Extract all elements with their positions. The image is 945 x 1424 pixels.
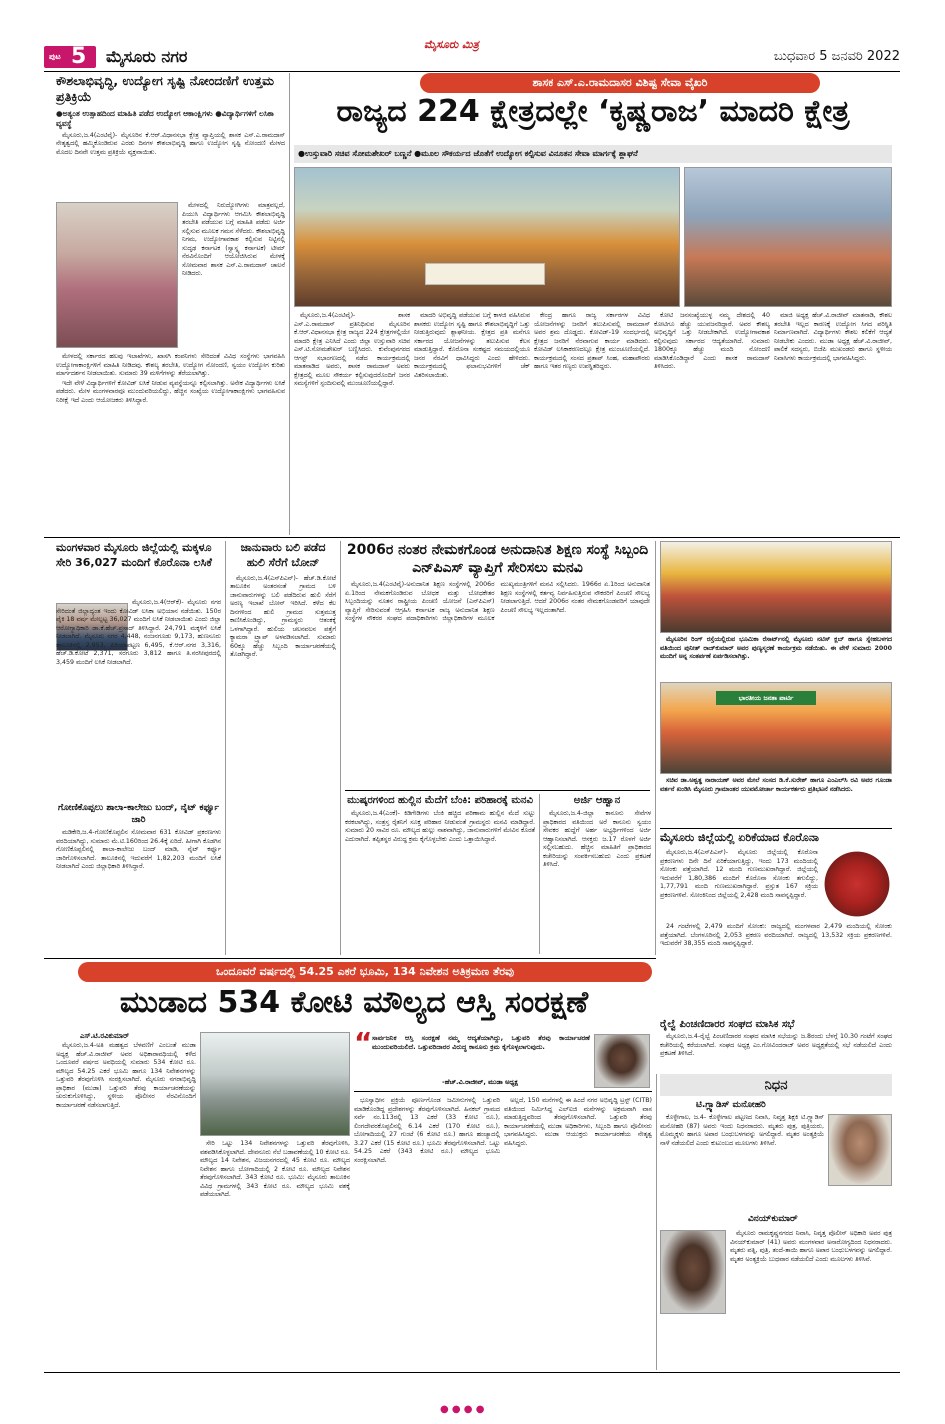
haystack-body <box>345 810 535 930</box>
railway-body <box>660 1033 892 1069</box>
muda-para-1: ಮೈಸೂರು,ಜ.4-ಅತಿ ಮಹತ್ವದ ಬೆಳವಣಿಗೆ ಎಂಬಂತೆ ಮುಡಾ ಅಧ್ಯಕ್ಷ ಹೆಚ್.ವಿ.ರಾಜೀವ್ ಅವರ ಅಧಿಕಾರಾವಧಿಯಲ್ಲಿ ಕಳೆದ ಒಂದೂವರೆ ವರ್ಷದ ಅವಧಿಯಲ್ಲಿ ಸುಮಾರು 534 ಕೋಟಿ ರೂ. ಮೌಲ್ಯದ 54.25 ಎಕರೆ ಭೂಮಿ ಹಾಗೂ 134 ನಿವೇಶನಗಳನ್ನು ಒತ್ತುವರಿ ತೆರವುಗೊಳಿಸಿ ಸಂರಕ್ಷಿಸಲಾಗಿದೆ. ಮೈಸೂರು ನಗರಾಭಿವೃದ್ಧಿ ಪ್ರಾಧಿಕಾರ (ಮುಡಾ) ಒತ್ತುವರಿ ತೆರವು ಕಾರ್ಯಾಚರಣೆಯನ್ನು ಚುರುಕುಗೊಳಿಸಿದ್ದು, ಸ್ಥಳೀಯ ಪೊಲೀಸರ ನೆರವಿನೊಂದಿಗೆ ಕಾರ್ಯಾಚರಣೆ ನಡೆಸಲಾಗುತ್ತಿದೆ. <box>56 1042 196 1109</box>
section-title: ಮೈಸೂರು ನಗರ <box>106 47 188 66</box>
corona-district-body <box>660 849 818 921</box>
application-headline: ಅರ್ಜಿ ಆಹ್ವಾನ <box>573 795 621 806</box>
railway-article <box>660 1018 892 1072</box>
protest-caption <box>660 777 892 825</box>
col-divider-1 <box>289 73 290 535</box>
haystack-para: ಮೈಸೂರು,ಜ.4(ಎಂಕೆ)- ಕಿಡಿಗೇಡಿಗಳು ಬೆಂಕಿ ಹಚ್ಚಿದ ಪರಿಣಾಮ ಹುಲ್ಲಿನ ಮೆದೆ ಸುಟ್ಟು ಕರಕಲಾಗಿದ್ದು, ಸಂತ್ರಸ್ತ ರೈತನಿಗೆ ಸೂಕ್ತ ಪರಿಹಾರ ನೀಡುವಂತೆ ಗ್ರಾಮಸ್ಥರು ಮನವಿ ಮಾಡಿದ್ದಾರೆ. ಸುಮಾರು 20 ಸಾವಿರ ರೂ. ಮೌಲ್ಯದ ಹುಲ್ಲು ನಾಶವಾಗಿದ್ದು, ಜಾನುವಾರುಗಳಿಗೆ ಮೇವಿನ ಕೊರತೆ ಎದುರಾಗಿದೆ. ತಪ್ಪಿತಸ್ಥರ ವಿರುದ್ಧ ಕ್ರಮ ಕೈಗೊಳ್ಳಬೇಕು ಎಂದು ಒತ್ತಾಯಿಸಿದ್ದಾರೆ. <box>345 810 535 843</box>
muda-col-1 <box>56 1042 196 1368</box>
col-divider-3 <box>340 541 341 955</box>
party-banner: ಭಾರತೀಯ ಜನತಾ ಪಾರ್ಟಿ <box>716 691 816 705</box>
col-divider-4 <box>539 794 540 954</box>
page-number-box <box>44 46 96 68</box>
lead-para-3: ಕೇಂದ್ರ ಹಾಗೂ ರಾಜ್ಯ ಸರ್ಕಾರಗಳ ವಿವಿಧ ಯೋಜನೆಗಳನ್ನು ಜನರಿಗೆ ತಲುಪಿಸುವಲ್ಲಿ ರಾಮದಾಸ್ ಅವರ ಶ್ರಮ ದೊಡ್ಡದು. ಕೋವಿಡ್-19 ಸಂದರ್ಭದಲ್ಲಿ ಕ್ಷೇತ್ರದ ಜನರಿಗೆ ನೆರವಾಗುವ ಕಾರ್ಯ ಮಾಡಿದರು. ಕೋವಿಡ್ ಲಸಿಕಾಕರಣದಲ್ಲೂ ಕ್ಷೇತ್ರ ಮುಂಚೂಣಿಯಲ್ಲಿದೆ. ಕಾರ್ಯಕ್ರಮದಲ್ಲಿ ಸಂಸದ ಪ್ರತಾಪ್ ಸಿಂಹ, ಮಹಾಪೌರರು ಹಾಗೂ ಇತರ ಗಣ್ಯರು ಉಪಸ್ಥಿತರಿದ್ದರು. <box>534 312 650 370</box>
skills-body <box>56 353 285 533</box>
skills-side-text <box>182 202 285 348</box>
photo-caption-rule <box>660 828 892 829</box>
vaccine-para: ಮೈಸೂರು,ಜ.4(ಆರ್‌ಕೆ)- ಮೈಸೂರು ನಗರ ಸೇರಿದಂತೆ ಜಿಲ್ಲಾದ್ಯಂತ ಇಂದು ಕೋವಿಡ್ ಲಸಿಕಾ ಅಭಿಯಾನ ನಡೆಯಿತು. 150ರ ಪೈಕಿ 18 ವರ್ಷ ಮೇಲ್ಪಟ್ಟ 36,027 ಮಂದಿಗೆ ಲಸಿಕೆ ನೀಡಲಾಯಿತು ಎಂದು ಜಿಲ್ಲಾ ಆರೋಗ್ಯಾಧಿಕಾರಿ ಡಾ.ಕೆ.ಹೆಚ್.ಪ್ರಸಾದ್ ತಿಳಿಸಿದ್ದಾರೆ. 24,791 ಮಕ್ಕಳಿಗೆ ಲಸಿಕೆ ನೀಡಲಾಗಿದೆ. ಮೈಸೂರು ನಗರ 4,448, ನಂಜನಗೂಡು 9,173, ಹುಣಸೂರು ತಾಲೂಕಿನಲ್ಲಿ 2,953, ಪಿರಿಯಾಪಟ್ಟಣ 6,495, ಕೆ.ಆರ್.ನಗರ 3,316, ಹೆಚ್.ಡಿ.ಕೋಟೆ 2,371, ಸರಗೂರು 3,812 ಹಾಗೂ ತಿ.ನರಸೀಪುರದಲ್ಲಿ 3,459 ಮಂದಿಗೆ ಲಸಿಕೆ ನೀಡಲಾಗಿದೆ. <box>56 599 221 666</box>
cheque-ceremony-photo <box>294 167 680 307</box>
railway-para: ಮೈಸೂರು,ಜ.4-ರೈಲ್ವೆ ಪಿಂಚಣಿದಾರರ ಸಂಘದ ಮಾಸಿಕ ಸಭೆಯನ್ನು ಜ.8ರಂದು ಬೆಳಗ್ಗೆ 10.30 ಗಂಟೆಗೆ ಸಂಘದ ಕಚೇರಿಯಲ್ಲಿ ಕರೆಯಲಾಗಿದೆ. ಸಂಘದ ಅಧ್ಯಕ್ಷ ಎಂ.ಗೋವಿಂದರಾಜ್ ಅವರ ಅಧ್ಯಕ್ಷತೆಯಲ್ಲಿ ಸಭೆ ನಡೆಯಲಿದೆ ಎಂದು ಪ್ರಕಟಣೆ ತಿಳಿಸಿದೆ. <box>660 1033 892 1057</box>
protest-caption-text: ಸಚಿವ ಡಾ.ಅಶ್ವತ್ಥ ನಾರಾಯಣ್ ಅವರ ಮೇಲೆ ಸಂಸದ ಡಿ.ಕೆ.ಸುರೇಶ್ ಹಾಗೂ ಎಂಎಲ್‌ಸಿ ರವಿ ಅವರ ಗೂಂಡಾ ವರ್ತನೆ ಖಂಡಿಸಿ ಮೈಸೂರು ಗ್ರಾಮಾಂತರ ಯುವಮೋರ್ಚಾ ಕಾರ್ಯಕರ್ತರು ಪ್ರತಿಭಟನೆ ನಡೆಸಿದರು. <box>660 777 892 793</box>
obit-photo-2 <box>660 1230 726 1314</box>
obit-photo-1 <box>828 1114 892 1186</box>
muda-kicker: ಒಂದೂವರೆ ವರ್ಷದಲ್ಲಿ 54.25 ಎಕರೆ ಭೂಮಿ, 134 ನಿವೇಶನ ಅತಿಕ್ರಮಣ ತೆರವು <box>216 965 514 978</box>
students-photo <box>56 202 178 348</box>
lead-col-1 <box>294 312 410 534</box>
vaccine-headline: ಮಂಗಳವಾರ ಮೈಸೂರು ಜಿಲ್ಲೆಯಲ್ಲಿ ಮಕ್ಕಳೂ ಸೇರಿ 36,027 ಮಂದಿಗೆ ಕೊರೊನಾ ಲಸಿಕೆ <box>56 541 212 569</box>
railway-headline: ರೈಲ್ವೆ ಪಿಂಚಣಿದಾರರ ಸಂಘದ ಮಾಸಿಕ ಸಭೆ <box>660 1019 795 1030</box>
masthead: ಮೈಸೂರು ಮಿತ್ರ <box>424 38 479 51</box>
skills-para-1: ಮೈಸೂರು,ಜ.4(ಎಂಟಿವೈ)- ಮೈಸೂರಿನ ಕೆ.ಆರ್.ವಿಧಾನಸಭಾ ಕ್ಷೇತ್ರ ವ್ಯಾಪ್ತಿಯಲ್ಲಿ ಶಾಸಕ ಎಸ್.ಎ.ರಾಮದಾಸ್ ನೇತೃತ್ವದಲ್ಲಿ ಹಮ್ಮಿಕೊಂಡಿರುವ ಎರಡು ದಿನಗಳ ಕೌಶಲಾಭಿವೃದ್ಧಿ ಹಾಗೂ ಉದ್ಯೋಗ ಸೃಷ್ಟಿ ನೋಂದಣಿ ಮೇಳದ ಮೊದಲ ದಿನವೇ ಉತ್ತಮ ಪ್ರತಿಕ್ರಿಯೆ ವ್ಯಕ್ತವಾಯಿತು. <box>56 131 285 156</box>
application-body <box>543 810 651 940</box>
corona-district-headline: ಮೈಸೂರು ಜಿಲ್ಲೆಯಲ್ಲಿ ಏರಿಕೆಯಾದ ಕೊರೊನಾ <box>660 831 819 844</box>
lead-kicker: ಶಾಸಕ ಎಸ್.ಎ.ರಾಮದಾಸರ ವಿಶಿಷ್ಟ ಸೇವಾ ವೈಖರಿ <box>532 76 708 89</box>
muda-headline: ಮುಡಾದ 534 ಕೋಟಿ ಮೌಲ್ಯದ ಆಸ್ತಿ ಸಂರಕ್ಷಣೆ <box>119 985 589 1020</box>
page-label: ಪುಟ <box>49 52 61 61</box>
bottom-rule <box>44 1372 900 1373</box>
muda-quote-box <box>354 1026 652 1092</box>
virus-icon <box>822 849 892 919</box>
col-divider-6 <box>656 1074 657 1370</box>
obit-body-2 <box>730 1230 892 1360</box>
obituary-heading: ನಿಧನ <box>764 1078 788 1093</box>
vaccine-body <box>56 599 221 799</box>
page-header <box>44 38 900 70</box>
lead-para-4: ಕೋಟಿ ಜನಸಂಖ್ಯೆಯುಳ್ಳ ನಮ್ಮ ದೇಶದಲ್ಲಿ 40 ಕೋಟಿಗೂ ಹೆಚ್ಚು ಯುವಜನರಿದ್ದಾರೆ. ಅವರ ಕೌಶಲ್ಯ ಅಭಿವೃದ್ಧಿಗೆ ಒತ್ತು ನೀಡಬೇಕಾಗಿದೆ. ಉದ್ಯೋಗಾವಕಾಶ ಕಲ್ಪಿಸುವುದು ಸರ್ಕಾರದ ಆದ್ಯತೆಯಾಗಿದೆ. ಸುಮಾರು 1800ಕ್ಕೂ ಹೆಚ್ಚು ಮಂದಿ ನೋಂದಣಿ ಮಾಡಿಸಿಕೊಂಡಿದ್ದಾರೆ ಎಂದು ಶಾಸಕ ರಾಮದಾಸ್ ತಿಳಿಸಿದರು. <box>654 312 770 370</box>
tribute-caption <box>660 636 892 678</box>
print-registration-marks: ● ● ● ● <box>440 1404 485 1415</box>
obituary-heading-bar <box>660 1074 892 1096</box>
application-article <box>543 794 651 954</box>
skills-bullets: ●ಅತ್ಯಂತ ಉತ್ಸಾಹದಿಂದ ಮಾಹಿತಿ ಪಡೆದ ಉದ್ಯೋಗ ಆಕಾಂಕ್ಷಿಗಳು ●ವಿದ್ಯಾರ್ಥಿಗಳಿಗೆ ಲಸಿಕಾ ವ್ಯವಸ್ಥೆ <box>56 108 274 128</box>
tiger-body <box>230 575 336 915</box>
tiger-headline: ಜಾನುವಾರು ಬಲಿ ಪಡೆದ ಹುಲಿ ಸೆರೆಗೆ ಬೋನ್ <box>240 541 326 569</box>
protest-photo <box>660 682 892 774</box>
col-divider-2 <box>225 541 226 955</box>
issue-date: ಬುಧವಾರ 5 ಜನವರಿ 2022 <box>773 49 900 64</box>
muda-col-4 <box>504 1097 652 1368</box>
skills-para-3: ಮೇಳದಲ್ಲಿ ಸರ್ಕಾರದ ಹಲವು ಇಲಾಖೆಗಳು, ಖಾಸಗಿ ಕಂಪನಿಗಳು ಸೇರಿದಂತೆ ವಿವಿಧ ಸಂಸ್ಥೆಗಳು ಭಾಗವಹಿಸಿ ಉದ್ಯೋಗಾಕಾಂಕ್ಷಿಗಳಿಗೆ ಮಾಹಿತಿ ನೀಡಿದವು. ಕೌಶಲ್ಯ ತರಬೇತಿ, ಉದ್ಯೋಗ ನೋಂದಣಿ, ಸ್ವಯಂ ಉದ್ಯೋಗ ಕುರಿತು ಮಾರ್ಗದರ್ಶನ ನೀಡಲಾಯಿತು. ಸುಮಾರು 39 ಮಳಿಗೆಗಳನ್ನು ತೆರೆಯಲಾಗಿತ್ತು. <box>56 353 285 377</box>
quote-mark-icon: “ <box>354 1026 373 1059</box>
muda-para-4: ಅಲ್ಲದೆ, 150 ಮನೆಗಳಲ್ಲಿ ಈ ಹಿಂದೆ ನಗರ ಅಭಿವೃದ್ಧಿ ಟ್ರಸ್ಟ್ (CITB) ವತಿಯಿಂದ ನಿರ್ಮಿಸಿದ್ದ ಎಲ್‌ಐಜಿ ಮನೆಗಳನ್ನು ಅಕ್ರಮವಾಗಿ ವಾಸ ಮಾಡುತ್ತಿದ್ದವರಿಂದ ತೆರವುಗೊಳಿಸಲಾಗಿದೆ. ಒತ್ತುವರಿ ತೆರವು ಕಾರ್ಯಾಚರಣೆಯಲ್ಲಿ ಮುಡಾ ಅಧಿಕಾರಿಗಳು, ಸಿಬ್ಬಂದಿ ಹಾಗೂ ಪೊಲೀಸರು ಭಾಗವಹಿಸಿದ್ದರು. ಮುಡಾ ಆಯುಕ್ತರು ಕಾರ್ಯಾಚರಣೆಯ ನೇತೃತ್ವ ವಹಿಸಿದ್ದರು. <box>504 1097 652 1147</box>
lead-strap-text: ●ಉಸ್ತುವಾರಿ ಸಚಿವ ಸೋಮಶೇಖರ್ ಬಣ್ಣನೆ ●ಮೂಲ ಸೌಕರ್ಯದ ಜೊತೆಗೆ ಉದ್ಯೋಗ ಕಲ್ಪಿಸುವ ವಿನೂತನ ಸೇವಾ ಮಾರ್ಗಕ್ಕೆ ಶ್ಲಾಘನೆ <box>298 149 638 158</box>
lead-strap <box>294 145 892 163</box>
tribute-photo <box>660 541 892 633</box>
muda-col-2 <box>200 1140 350 1368</box>
haystack-headline: ಮುಷ್ಕರಗಳಿಂದ ಹುಲ್ಲಿನ ಮೆದೆಗೆ ಬೆಂಕಿ: ಪರಿಹಾರಕ್ಕೆ ಮನವಿ <box>347 795 533 806</box>
page-number: 5 <box>71 44 87 69</box>
skills-para-2: ಮೇಳದಲ್ಲಿ ನಿರುದ್ಯೋಗಿಗಳು ಮಾತ್ರವಲ್ಲದೆ, ಪಿಯುಸಿ ವಿದ್ಯಾರ್ಥಿಗಳು ಆಗಮಿಸಿ ಕೌಶಲಾಭಿವೃದ್ಧಿ ತರಬೇತಿ ಪಡೆಯುವ ಬಗ್ಗೆ ಮಾಹಿತಿ ಪಡೆದು ಅರ್ಜಿ ಸಲ್ಲಿಸುವ ಮೂಲಕ ಗಮನ ಸೆಳೆದರು. ಕೌಶಲಾಭಿವೃದ್ಧಿ ನಿಗಮ, ಉದ್ಯೋಗಾವಕಾಶ ಕಲ್ಪಿಸುವ ನಿಟ್ಟಿನಲ್ಲಿ ಸುದೃಢ ಕರ್ನಾಟಕ (ಸ್ವಾಸ್ಥ್ಯ ಕರ್ನಾಟಕ) ಟೀಮ್ ನೆರವಿನೊಂದಿಗೆ ಆಯೋಜಿಸಿರುವ ಮೇಳಕ್ಕೆ ಸೋಮವಾರ ಶಾಸಕ ಎಸ್.ಎ.ರಾಮದಾಸ್ ಚಾಲನೆ ನೀಡಿದರು. <box>182 202 285 277</box>
tribute-caption-text: ಮೈಸೂರಿನ ರಿಂಗ್ ರಸ್ತೆಯಲ್ಲಿರುವ ಭೂಮಿಕಾ ರೆಸಾರ್ಟ್‌ನಲ್ಲಿ ಮೈಸೂರು ನಟಿಸ್ ಕ್ಲಬ್ ಹಾಗೂ ಸ್ನೇಹಬಳಗದ ವತಿಯಿಂದ ಪುನೀತ್ ರಾಜ್‌ಕುಮಾರ್ ಅವರ ಪುಣ್ಯಸ್ಮರಣೆ ಕಾರ್ಯಕ್ರಮ ನಡೆಯಿತು. ಈ ವೇಳೆ ಸುಮಾರು 2000 ಮಂದಿಗೆ ಅನ್ನ ಸಂತರ್ಪಣೆ ಏರ್ಪಡಿಸಲಾಗಿತ್ತು. <box>660 636 892 660</box>
lead-col-3 <box>534 312 650 534</box>
muda-para-3: ಭೂಸ್ವಾಧೀನ ಪ್ರಕ್ರಿಯೆ ಪೂರ್ಣಗೊಂಡ ಜಮೀನುಗಳಲ್ಲಿ ಒತ್ತುವರಿ ಮಾಡಿಕೊಂಡಿದ್ದ ಪ್ರದೇಶಗಳನ್ನು ತೆರವುಗೊಳಿಸಲಾಗಿದೆ. ಹಿನಕಲ್ ಗ್ರಾಮದ ಸರ್ವೆ ನಂ.113ರಲ್ಲಿ 13 ಎಕರೆ (33 ಕೋಟಿ ರೂ.), ಲಿಂಗದೇವರಕೊಪ್ಪಲಿನಲ್ಲಿ 6.14 ಎಕರೆ (170 ಕೋಟಿ ರೂ.), ಬೋಗಾದಿಯಲ್ಲಿ 27 ಗುಂಟೆ (6 ಕೋಟಿ ರೂ.) ಹಾಗೂ ಹಂಚ್ಯಾದಲ್ಲಿ 3.27 ಎಕರೆ (15 ಕೋಟಿ ರೂ.) ಭೂಮಿ ತೆರವುಗೊಳಿಸಲಾಗಿದೆ. ಒಟ್ಟು 54.25 ಎಕರೆ (343 ಕೋಟಿ ರೂ.) ಮೌಲ್ಯದ ಭೂಮಿ ಸಂರಕ್ಷಿಸಲಾಗಿದೆ. <box>354 1097 500 1164</box>
skills-article <box>56 73 285 533</box>
vaccine-article <box>56 541 221 799</box>
school-body <box>56 829 221 951</box>
obit-name-1: ಟಿ.ಗ್ಲ್ಯಾಡಿಸ್ ಮನೋಹರಿ <box>696 1100 766 1110</box>
pension-rule <box>345 790 650 791</box>
muda-kicker-bar <box>78 962 652 982</box>
corona-district-para: ಮೈಸೂರು,ಜ.4(ಎಸ್‌ಪಿಎನ್)- ಮೈಸೂರು ಜಿಲ್ಲೆಯಲ್ಲಿ ಕೊರೊನಾ ಪ್ರಕರಣಗಳು ದಿನೇ ದಿನೆ ಏರಿಕೆಯಾಗುತ್ತಿದ್ದು, ಇಂದು 173 ಮಂದಿಯಲ್ಲಿ ಸೋಂಕು ಪತ್ತೆಯಾಗಿದೆ. 12 ಮಂದಿ ಗುಣಮುಖರಾಗಿದ್ದಾರೆ. ಜಿಲ್ಲೆಯಲ್ಲಿ ಇದುವರೆಗೆ 1,80,386 ಮಂದಿಗೆ ಕೊರೊನಾ ಸೋಂಕು ತಗುಲಿದ್ದು, 1,77,791 ಮಂದಿ ಗುಣಮುಖರಾಗಿದ್ದಾರೆ. ಪ್ರಸ್ತುತ 167 ಸಕ್ರಿಯ ಪ್ರಕರಣಗಳಿವೆ. ಸೋಂಕಿನಿಂದ ಜಿಲ್ಲೆಯಲ್ಲಿ 2,428 ಮಂದಿ ಸಾವನ್ನಪ್ಪಿದ್ದಾರೆ. <box>660 849 818 899</box>
corona-state-stats <box>660 923 892 1015</box>
header-rule <box>44 71 900 72</box>
lead-kicker-bar <box>420 73 820 93</box>
lead-para-2: ಮಾದರಿ ಅಭಿವೃದ್ಧಿ ಪಡೆಯುವ ಬಗ್ಗೆ ಕಾಳಜಿ ವಹಿಸಿರುವ ಶಾಸಕರು ಉದ್ಯೋಗ ಸೃಷ್ಟಿ ಹಾಗೂ ಕೌಶಲಾಭಿವೃದ್ಧಿಗೆ ಒತ್ತು ನೀಡುತ್ತಿರುವುದು ಶ್ಲಾಘನೀಯ. ಕ್ಷೇತ್ರದ ಪ್ರತಿ ಮನೆಗೂ ಸರ್ಕಾರದ ಯೋಜನೆಗಳನ್ನು ತಲುಪಿಸುವ ಕೆಲಸ ಮಾಡುತ್ತಿದ್ದಾರೆ. ಕೊರೊನಾ ಸಂಕಷ್ಟದ ಸಮಯದಲ್ಲಿಯೂ ಜನರ ನೆರವಿಗೆ ಧಾವಿಸಿದ್ದರು ಎಂದು ಹೇಳಿದರು. ಕಾರ್ಯಕ್ರಮದಲ್ಲಿ ಫಲಾನುಭವಿಗಳಿಗೆ ಚೆಕ್ ವಿತರಿಸಲಾಯಿತು. <box>414 312 530 379</box>
obit-name-2: ವಿನಯ್‌ಕುಮಾರ್ <box>748 1214 798 1224</box>
school-para: ಮಡಿಕೇರಿ,ಜ.4-ಗೋಣಿಕೊಪ್ಪಲಿನ ಸೋಮವಾರ 631 ಕೋವಿಡ್ ಪ್ರಕರಣಗಳು ವರದಿಯಾಗಿದ್ದು, ಸುಮಾರು ಮೆ.ಟಿ.160ರಿಂದ 26.4ಕ್ಕೆ ಏರಿದೆ. ಹೀಗಾಗಿ ಕೊಡಗಿನ ಗೋಣಿಕೊಪ್ಪಲಿನಲ್ಲಿ ಶಾಲಾ-ಕಾಲೇಜು ಬಂದ್ ಮಾಡಿ, ನೈಟ್ ಕರ್ಫ್ಯೂ ಜಾರಿಗೊಳಿಸಲಾಗಿದೆ. ತಾಲೂಕಿನಲ್ಲಿ ಇದುವರೆಗೆ 1,82,203 ಮಂದಿಗೆ ಲಸಿಕೆ ನೀಡಲಾಗಿದೆ ಎಂದು ಜಿಲ್ಲಾಧಿಕಾರಿ ತಿಳಿಸಿದ್ದಾರೆ. <box>56 829 221 871</box>
tiger-article <box>230 541 336 953</box>
job-fair-photo <box>684 167 892 307</box>
corona-stats-para: 24 ಗಂಟೆಗಳಲ್ಲಿ 2,479 ಮಂದಿಗೆ ಸೋಂಕು: ರಾಜ್ಯದಲ್ಲಿ ಮಂಗಳವಾರ 2,479 ಮಂದಿಯಲ್ಲಿ ಸೋಂಕು ಪತ್ತೆಯಾಗಿದೆ. ಬೆಂಗಳೂರಿನಲ್ಲಿ 2,053 ಪ್ರಕರಣ ವರದಿಯಾಗಿದೆ. ರಾಜ್ಯದಲ್ಲಿ 13,532 ಸಕ್ರಿಯ ಪ್ರಕರಣಗಳಿವೆ. ಇದುವರೆಗೆ 38,355 ಮಂದಿ ಸಾವನ್ನಪ್ಪಿದ್ದಾರೆ. <box>660 923 892 947</box>
muda-col-3 <box>354 1097 500 1368</box>
lead-col-4 <box>654 312 770 534</box>
obit-para-2: ಮೈಸೂರು ರಾಮಕೃಷ್ಣನಗರದ ನಿವಾಸಿ, ನಿವೃತ್ತ ಪೊಲೀಸ್ ಅಧಿಕಾರಿ ಅವರ ಪುತ್ರ ವಿನಯ್‌ಕುಮಾರ್ (41) ಅವರು ಮಂಗಳವಾರ ಅನಾರೋಗ್ಯದಿಂದ ನಿಧನರಾದರು. ಮೃತರು ಪತ್ನಿ, ಪುತ್ರಿ, ತಂದೆ-ತಾಯಿ ಹಾಗೂ ಅಪಾರ ಬಂಧುಬಳಗವನ್ನು ಅಗಲಿದ್ದಾರೆ. ಮೃತರ ಅಂತ್ಯಕ್ರಿಯೆ ಬುಧವಾರ ನಡೆಯಲಿದೆ ಎಂದು ಮೂಲಗಳು ತಿಳಿಸಿವೆ. <box>730 1230 892 1263</box>
school-headline: ಗೋಣಿಕೊಪ್ಪಲು ಶಾಲಾ-ಕಾಲೇಜು ಬಂದ್, ನೈಟ್ ಕರ್ಫ್ಯೂ ಜಾರಿ <box>57 803 220 826</box>
cheque-board <box>425 263 545 285</box>
muda-para-2: ಸೇರಿ ಒಟ್ಟು 134 ನಿವೇಶನಗಳನ್ನು ಒತ್ತುವರಿ ತೆರವುಗೊಳಿಸಿ, ವಶಪಡಿಸಿಕೊಳ್ಳಲಾಗಿದೆ. ದೇವನೂರು ನೆಲೆ ಬಡಾವಣೆಯಲ್ಲಿ 10 ಕೋಟಿ ರೂ. ಮೌಲ್ಯದ 14 ನಿವೇಶನ, ವಿಜಯನಗರದಲ್ಲಿ 45 ಕೋಟಿ ರೂ. ಮೌಲ್ಯದ ನಿವೇಶನ ಹಾಗೂ ಬೋಗಾದಿಯಲ್ಲಿ 2 ಕೋಟಿ ರೂ. ಮೌಲ್ಯದ ನಿವೇಶನ ತೆರವುಗೊಳಿಸಲಾಗಿದೆ. 343 ಕೋಟಿ ರೂ. ಭೂಮಿ: ಮೈಸೂರು ತಾಲೂಕಿನ ವಿವಿಧ ಗ್ರಾಮಗಳಲ್ಲಿ 343 ಕೋಟಿ ರೂ. ಮೌಲ್ಯದ ಭೂಮಿ ವಶಕ್ಕೆ ಪಡೆಯಲಾಗಿದೆ. <box>200 1140 350 1198</box>
pension-headline: 2006ರ ನಂತರ ನೇಮಕಗೊಂಡ ಅನುದಾನಿತ ಶಿಕ್ಷಣ ಸಂಸ್ಥೆ ಸಿಬ್ಬಂದಿ ಎನ್‌ಪಿಎಸ್ ವ್ಯಾಪ್ತಿಗೆ ಸೇರಿಸಲು ಮನವಿ <box>346 542 649 577</box>
tiger-para: ಮೈಸೂರು,ಜ.4(ಎಸ್‌ಪಿಎನ್)- ಹೆಚ್.ಡಿ.ಕೋಟೆ ತಾಲೂಕಿನ ಅಂತರಸಂತೆ ಗ್ರಾಮದ ಬಳಿ ಜಾನುವಾರುಗಳನ್ನು ಬಲಿ ಪಡೆದಿರುವ ಹುಲಿ ಸೆರೆಗೆ ಅರಣ್ಯ ಇಲಾಖೆ ಬೋನ್ ಇರಿಸಿದೆ. ಕಳೆದ ಕೆಲ ದಿನಗಳಿಂದ ಹುಲಿ ಗ್ರಾಮದ ಸುತ್ತಮುತ್ತ ಕಾಣಿಸಿಕೊಂಡಿದ್ದು, ಗ್ರಾಮಸ್ಥರು ಆತಂಕಕ್ಕೆ ಒಳಗಾಗಿದ್ದಾರೆ. ಹುಲಿಯ ಚಲನವಲನ ಪತ್ತೆಗೆ ಕ್ಯಾಮರಾ ಟ್ರ್ಯಾಪ್ ಅಳವಡಿಸಲಾಗಿದೆ. ಸುಮಾರು 60ಕ್ಕೂ ಹೆಚ್ಚು ಸಿಬ್ಬಂದಿ ಕಾರ್ಯಾಚರಣೆಯಲ್ಲಿ ತೊಡಗಿದ್ದಾರೆ. <box>230 574 336 659</box>
col-divider-5 <box>655 541 656 955</box>
lead-col-2 <box>414 312 530 534</box>
skills-para-4: ಇದೇ ವೇಳೆ ವಿದ್ಯಾರ್ಥಿಗಳಿಗೆ ಕೋವಿಡ್ ಲಸಿಕೆ ನೀಡುವ ವ್ಯವಸ್ಥೆಯನ್ನೂ ಕಲ್ಪಿಸಲಾಗಿತ್ತು. ಅನೇಕ ವಿದ್ಯಾರ್ಥಿಗಳು ಲಸಿಕೆ ಪಡೆದರು. ಮೇಳ ಮಂಗಳವಾರವೂ ಮುಂದುವರಿಯಲಿದ್ದು, ಹೆಚ್ಚಿನ ಸಂಖ್ಯೆಯ ಉದ್ಯೋಗಾಕಾಂಕ್ಷಿಗಳು ಭಾಗವಹಿಸುವ ನಿರೀಕ್ಷೆ ಇದೆ ಎಂದು ಆಯೋಜಕರು ತಿಳಿಸಿದ್ದಾರೆ. <box>56 379 285 404</box>
chairman-photo <box>594 1034 650 1088</box>
pension-body <box>345 581 650 777</box>
lead-para-5: ಮಾಜಿ ಅಧ್ಯಕ್ಷ ಹೆಚ್.ವಿ.ರಾಜೀವ್ ಮಾತನಾಡಿ, ಕೌಶಲ ತರಬೇತಿ ಇಲ್ಲದ ಕಾರಣಕ್ಕೆ ಉದ್ಯೋಗ ಸಿಗದ ಪರಿಸ್ಥಿತಿ ನಿರ್ಮಾಣವಾಗಿದೆ. ವಿದ್ಯಾರ್ಥಿಗಳು ಕೌಶಲ ಕಲಿಕೆಗೆ ಆದ್ಯತೆ ನೀಡಬೇಕು ಎಂದರು. ಮುಡಾ ಅಧ್ಯಕ್ಷ ಹೆಚ್.ವಿ.ರಾಜೀವ್, ಪಾಲಿಕೆ ಸದಸ್ಯರು, ಬಿಜೆಪಿ ಮುಖಂಡರು ಹಾಗೂ ಸ್ಥಳೀಯ ನಿವಾಸಿಗಳು ಕಾರ್ಯಕ್ರಮದಲ್ಲಿ ಭಾಗವಹಿಸಿದ್ದರು. <box>774 312 892 362</box>
pension-para: ಮೈಸೂರು,ಜ.4(ಎಂಟಿವೈ)-ಅನುದಾನಿತ ಶಿಕ್ಷಣ ಸಂಸ್ಥೆಗಳಲ್ಲಿ 2006ರ ಏ.1ರಿಂದ ನೇಮಕಗೊಂಡಿರುವ ಬೋಧಕ ಮತ್ತು ಬೋಧಕೇತರ ಸಿಬ್ಬಂದಿಯನ್ನು ನೂತನ ರಾಷ್ಟ್ರೀಯ ಪಿಂಚಣಿ ಯೋಜನೆ (ಎನ್‌ಪಿಎಸ್) ವ್ಯಾಪ್ತಿಗೆ ಸೇರಿಸುವಂತೆ ಆಗ್ರಹಿಸಿ ಕರ್ನಾಟಕ ರಾಜ್ಯ ಅನುದಾನಿತ ಶಿಕ್ಷಣ ಸಂಸ್ಥೆಗಳ ನೌಕರರ ಸಂಘದ ಪದಾಧಿಕಾರಿಗಳು ಜಿಲ್ಲಾಧಿಕಾರಿಗಳ ಮೂಲಕ ಮುಖ್ಯಮಂತ್ರಿಗಳಿಗೆ ಮನವಿ ಸಲ್ಲಿಸಿದರು. 1966ರ ಏ.1ರಿಂದ ಅನುದಾನಿತ ಶಿಕ್ಷಣ ಸಂಸ್ಥೆಗಳಲ್ಲಿ ಕರ್ತವ್ಯ ನಿರ್ವಹಿಸುತ್ತಿರುವ ನೌಕರರಿಗೆ ಪಿಂಚಣಿ ಸೌಲಭ್ಯ ನೀಡಲಾಗುತ್ತಿದೆ. ಆದರೆ 2006ರ ನಂತರ ನೇಮಕಗೊಂಡವರಿಗೆ ಯಾವುದೇ ಪಿಂಚಣಿ ಸೌಲಭ್ಯ ಇಲ್ಲದಂತಾಗಿದೆ. <box>345 581 650 623</box>
corona-district-article <box>660 831 892 1016</box>
obit-body-1 <box>660 1114 824 1206</box>
obit-para-1: ಕೊಳ್ಳೇಗಾಲ, ಜ.4- ಕೊಳ್ಳೇಗಾಲ ಪಟ್ಟಣದ ನಿವಾಸಿ, ನಿವೃತ್ತ ಶಿಕ್ಷಕಿ ಟಿ.ಗ್ಲ್ಯಾಡಿಸ್ ಮನೋಹರಿ (87) ಅವರು ಇಂದು ನಿಧನರಾದರು. ಮೃತರು ಪುತ್ರ, ಪುತ್ರಿಯರು, ಮೊಮ್ಮಕ್ಕಳು ಹಾಗೂ ಅಪಾರ ಬಂಧುಬಳಗವನ್ನು ಅಗಲಿದ್ದಾರೆ. ಮೃತರ ಅಂತ್ಯಕ್ರಿಯೆ ನಾಳೆ ನಡೆಯಲಿದೆ ಎಂದು ಕುಟುಂಬದ ಮೂಲಗಳು ತಿಳಿಸಿವೆ. <box>660 1114 824 1147</box>
obituary-section <box>660 1074 892 1370</box>
lead-col-5 <box>774 312 892 534</box>
muda-byline: ಎಸ್.ಟಿ.ರವಿಕುಮಾರ್ <box>80 1032 130 1040</box>
haystack-article <box>345 794 535 954</box>
muda-office-photo <box>200 1032 350 1136</box>
pension-article <box>345 541 650 786</box>
school-article <box>56 802 221 954</box>
lead-headline: ರಾಜ್ಯದ 224 ಕ್ಷೇತ್ರದಲ್ಲೇ ‘ಕೃಷ್ಣರಾಜ’ ಮಾದರಿ ಕ್ಷೇತ್ರ <box>336 94 850 129</box>
lead-para-1: ಮೈಸೂರು,ಜ.4(ಎಂಟಿವೈ)- ಶಾಸಕ ಎಸ್.ಎ.ರಾಮದಾಸ್ ಪ್ರತಿನಿಧಿಸುವ ಮೈಸೂರಿನ ಕೆ.ಆರ್.ವಿಧಾನಸಭಾ ಕ್ಷೇತ್ರ ರಾಜ್ಯದ 224 ಕ್ಷೇತ್ರಗಳಲ್ಲಿಯೇ ಮಾದರಿ ಕ್ಷೇತ್ರ ಎನಿಸಿದೆ ಎಂದು ಜಿಲ್ಲಾ ಉಸ್ತುವಾರಿ ಸಚಿವ ಎಸ್.ಟಿ.ಸೋಮಶೇಖರ್ ಬಣ್ಣಿಸಿದರು. ಕುವೆಂಪುನಗರದ ಆಗಸ್ಟ್ ಸಭಾಂಗಣದಲ್ಲಿ ನಡೆದ ಕಾರ್ಯಕ್ರಮದಲ್ಲಿ ಮಾತನಾಡಿದ ಅವರು, ಶಾಸಕ ರಾಮದಾಸ್ ಅವರು ಕ್ಷೇತ್ರದಲ್ಲಿ ಮೂಲ ಸೌಕರ್ಯ ಕಲ್ಪಿಸುವುದರೊಂದಿಗೆ ಜನರ ಸಮಸ್ಯೆಗಳಿಗೆ ಸ್ಪಂದಿಸುವಲ್ಲಿ ಮುಂಚೂಣಿಯಲ್ಲಿದ್ದಾರೆ. <box>294 312 410 387</box>
muda-quote <box>372 1034 590 1076</box>
muda-quote-text: ಸಾರ್ವಜನಿಕ ಆಸ್ತಿ ಸಂರಕ್ಷಣೆ ನಮ್ಮ ಆದ್ಯತೆಯಾಗಿದ್ದು, ಒತ್ತುವರಿ ತೆರವು ಕಾರ್ಯಾಚರಣೆ ಮುಂದುವರಿಯಲಿದೆ. ಒತ್ತುವರಿದಾರರ ವಿರುದ್ಧ ಕಾನೂನು ಕ್ರಮ ಕೈಗೊಳ್ಳಲಾಗುವುದು. <box>372 1034 590 1051</box>
section-rule-1 <box>44 537 900 538</box>
muda-quote-by: -ಹೆಚ್.ವಿ.ರಾಜೀವ್, ಮುಡಾ ಅಧ್ಯಕ್ಷ <box>442 1078 518 1086</box>
skills-headline: ಕೌಶಲಾಭಿವೃದ್ಧಿ, ಉದ್ಯೋಗ ಸೃಷ್ಟಿ ನೋಂದಣಿಗೆ ಉತ್ತಮ ಪ್ರತಿಕ್ರಿಯೆ <box>56 73 274 105</box>
section-rule-2 <box>44 958 656 959</box>
application-para: ಮೈಸೂರು,ಜ.4-ಜಿಲ್ಲಾ ಕಾನೂನು ಸೇವೆಗಳ ಪ್ರಾಧಿಕಾರದ ವತಿಯಿಂದ ಅರೆ ಕಾನೂನು ಸ್ವಯಂ ಸೇವಕರ ಹುದ್ದೆಗೆ ಅರ್ಹ ಅಭ್ಯರ್ಥಿಗಳಿಂದ ಅರ್ಜಿ ಆಹ್ವಾನಿಸಲಾಗಿದೆ. ಆಸಕ್ತರು ಜ.17 ರೊಳಗೆ ಅರ್ಜಿ ಸಲ್ಲಿಸಬಹುದು. ಹೆಚ್ಚಿನ ಮಾಹಿತಿಗೆ ಪ್ರಾಧಿಕಾರದ ಕಚೇರಿಯನ್ನು ಸಂಪರ್ಕಿಸಬಹುದು ಎಂದು ಪ್ರಕಟಣೆ ತಿಳಿಸಿದೆ. <box>543 810 651 868</box>
skills-lede <box>56 132 285 186</box>
